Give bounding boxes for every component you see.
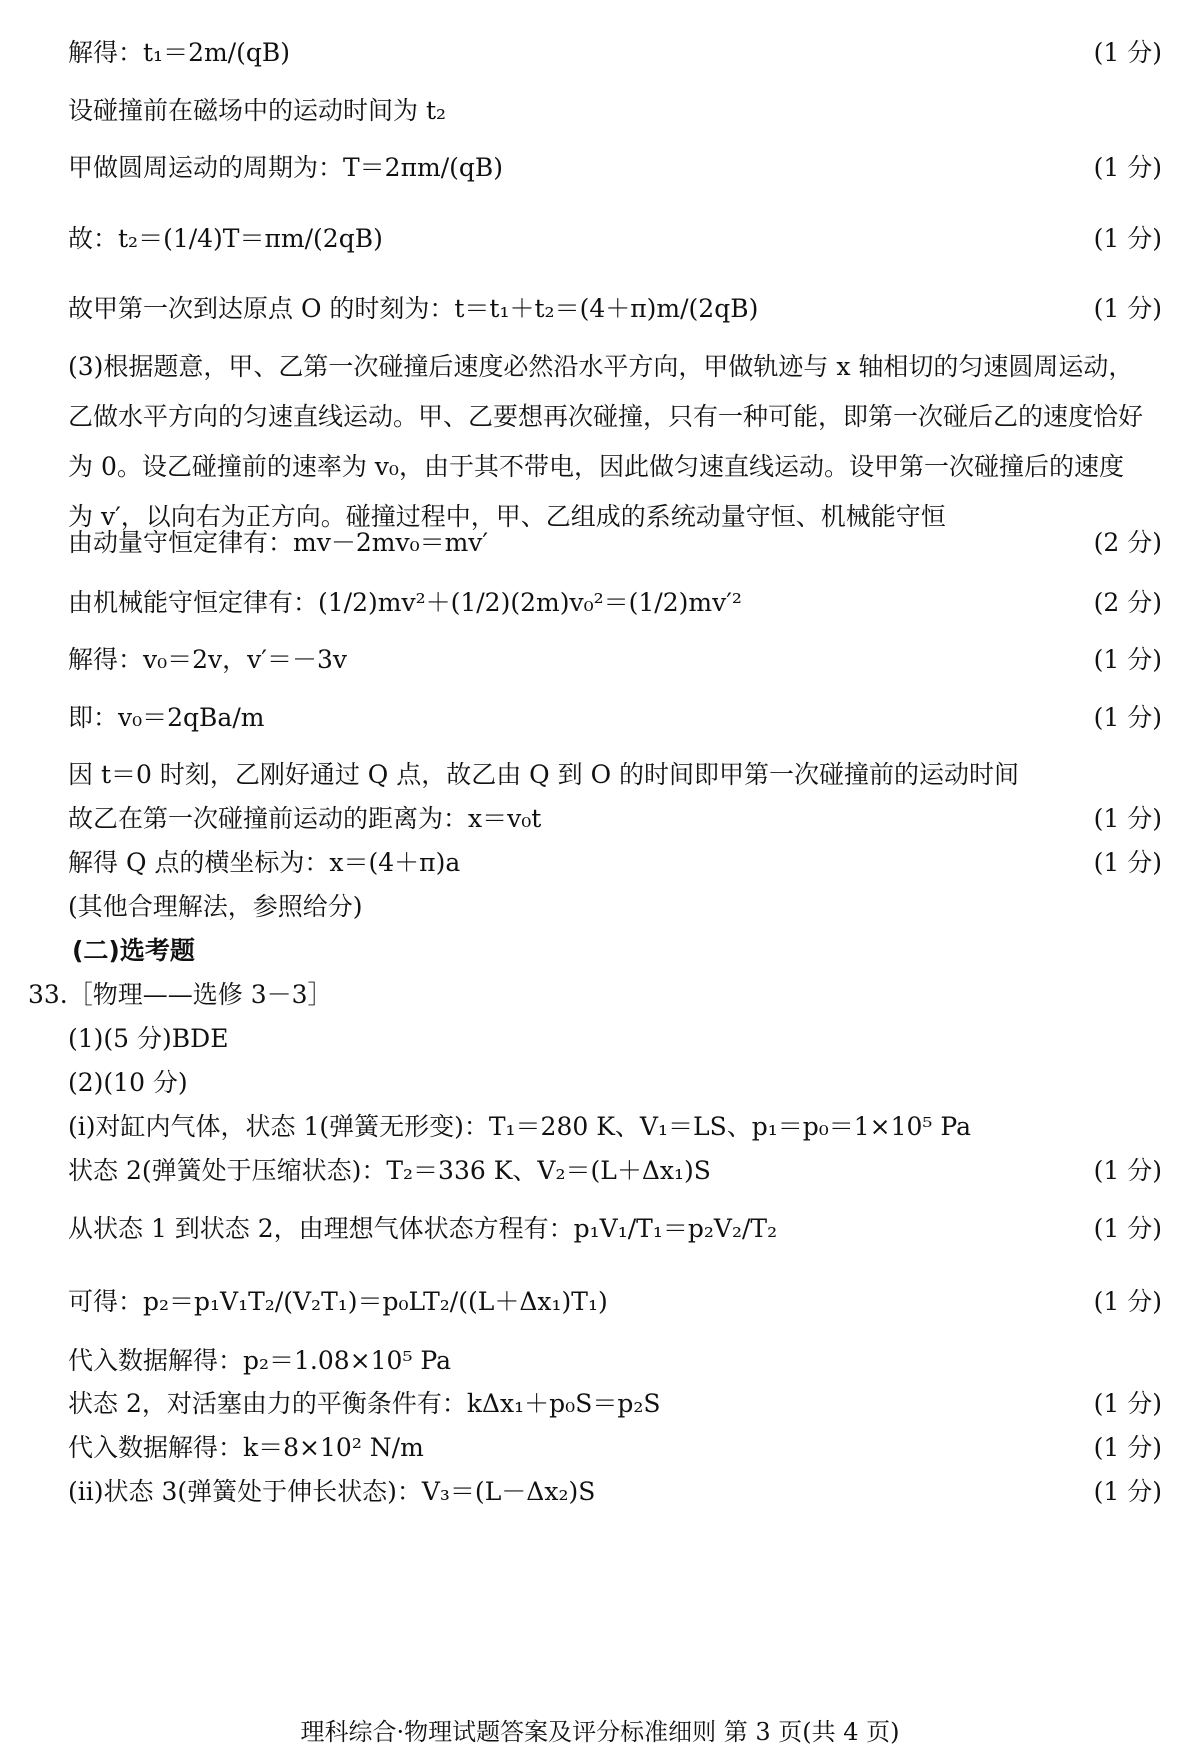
score-label: (1 分) [1093, 848, 1162, 877]
text-line: 由机械能守恒定律有：(1/2)mv²＋(1/2)(2m)v₀²＝(1/2)mv′² [68, 588, 742, 617]
question-heading: 33.［物理——选修 3－3］ [28, 980, 333, 1009]
text-line: 故乙在第一次碰撞前运动的距离为：x＝v₀t [68, 804, 542, 833]
text-line: (1)(5 分)BDE [68, 1024, 229, 1053]
text-line: 设碰撞前在磁场中的运动时间为 t₂ [68, 96, 447, 125]
text-line: 故：t₂＝(1/4)T＝πm/(2qB) [68, 224, 383, 253]
text-line: 解得：v₀＝2v，v′＝－3v [68, 645, 348, 674]
score-label: (1 分) [1093, 1214, 1162, 1243]
score-label: (1 分) [1093, 1287, 1162, 1316]
page-footer: 理科综合·物理试题答案及评分标准细则 第 3 页(共 4 页) [300, 1718, 900, 1746]
text-line: 状态 2(弹簧处于压缩状态)：T₂＝336 K、V₂＝(L＋Δx₁)S [68, 1156, 711, 1185]
score-label: (1 分) [1093, 153, 1162, 182]
text-line: 解得 Q 点的横坐标为：x＝(4＋π)a [68, 848, 461, 877]
score-label: (1 分) [1093, 804, 1162, 833]
text-line: 由动量守恒定律有：mv－2mv₀＝mv′ [68, 528, 489, 557]
text-line: 可得：p₂＝p₁V₁T₂/(V₂T₁)＝p₀LT₂/((L＋Δx₁)T₁) [68, 1287, 608, 1316]
score-label: (1 分) [1093, 1389, 1162, 1418]
text-line: 解得：t₁＝2m/(qB) [68, 38, 290, 67]
score-label: (1 分) [1093, 703, 1162, 732]
text-line: (ⅱ)状态 3(弹簧处于伸长状态)：V₃＝(L－Δx₂)S [68, 1477, 596, 1506]
text-line: 即：v₀＝2qBa/m [68, 703, 265, 732]
score-label: (1 分) [1093, 224, 1162, 253]
text-line: (ⅰ)对缸内气体，状态 1(弹簧无形变)：T₁＝280 K、V₁＝LS、p₁＝p₀＝1×10⁵ Pa [68, 1112, 971, 1141]
text-line: (2)(10 分) [68, 1068, 188, 1097]
text-line: 故甲第一次到达原点 O 的时刻为：t＝t₁＋t₂＝(4＋π)m/(2qB) [68, 294, 759, 323]
text-line: 状态 2，对活塞由力的平衡条件有：kΔx₁＋p₀S＝p₂S [68, 1389, 661, 1418]
section-heading: (二)选考题 [72, 936, 195, 965]
paragraph: (3)根据题意，甲、乙第一次碰撞后速度必然沿水平方向，甲做轨迹与 x 轴相切的匀速圆周运动，乙做水平方向的匀速直线运动。甲、乙要想再次碰撞，只有一种可能，即第一次碰后乙的速度恰好为 0。设乙碰撞前的速率为 v₀，由于其不带电，因此做匀速直线运动。设甲第一次碰撞后的速度为 v′，以向右为正方向。碰撞过程中，甲、乙组成的系统动量守恒、机械能守恒 [68, 352, 1144, 531]
score-label: (1 分) [1093, 38, 1162, 67]
score-label: (1 分) [1093, 1477, 1162, 1506]
score-label: (2 分) [1093, 588, 1162, 617]
score-label: (1 分) [1093, 294, 1162, 323]
text-line: 代入数据解得：k＝8×10² N/m [68, 1433, 424, 1462]
text-line: 从状态 1 到状态 2，由理想气体状态方程有：p₁V₁/T₁＝p₂V₂/T₂ [68, 1214, 778, 1243]
score-label: (1 分) [1093, 1156, 1162, 1185]
text-line: (其他合理解法，参照给分) [68, 892, 363, 921]
score-label: (2 分) [1093, 528, 1162, 557]
text-line: 甲做圆周运动的周期为：T＝2πm/(qB) [68, 153, 504, 182]
score-label: (1 分) [1093, 1433, 1162, 1462]
text-line: 代入数据解得：p₂＝1.08×10⁵ Pa [68, 1346, 452, 1375]
score-label: (1 分) [1093, 645, 1162, 674]
text-line: 因 t＝0 时刻，乙刚好通过 Q 点，故乙由 Q 到 O 的时间即甲第一次碰撞前的运动时间 [68, 760, 1020, 789]
